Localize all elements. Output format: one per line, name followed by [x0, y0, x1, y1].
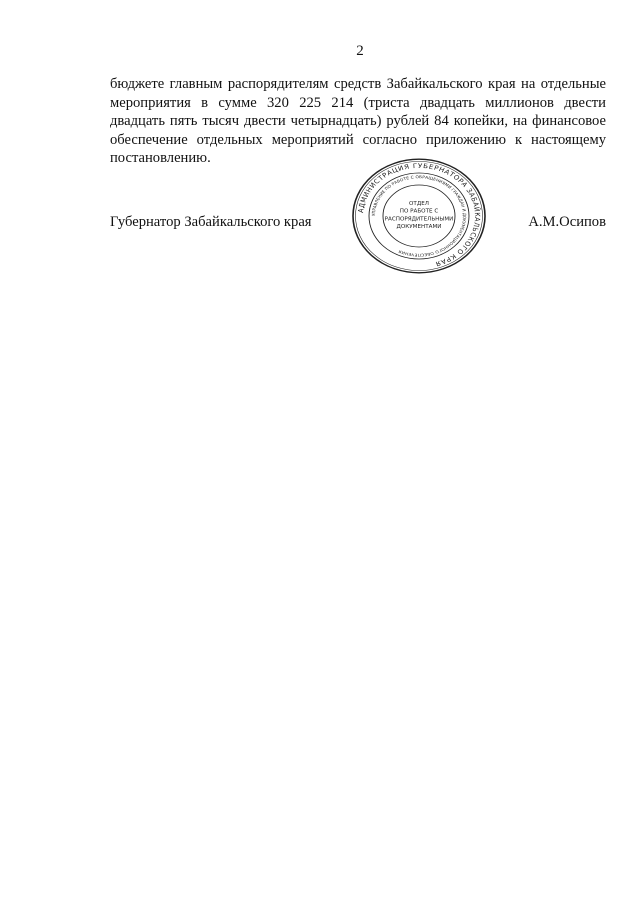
body-line: постановлению. [110, 150, 211, 166]
body-line: двадцать пять тысяч двести четырнадцать) рублей 84 копейки, на финансовое [110, 113, 606, 129]
body-paragraph [110, 75, 606, 168]
seal-middle-text: УПРАВЛЕНИЕ ПО РАБОТЕ С ОБРАЩЕНИЯМИ ГРАЖДАН И ДОКУМЕНТАЦИОННОГО ОБЕСПЕЧЕНИЯ [370, 174, 468, 258]
seal-center-line: ПО РАБОТЕ С [399, 208, 439, 215]
seal-center-line: ДОКУМЕНТАМИ [396, 224, 442, 230]
body-line: мероприятия в сумме 320 225 214 (триста двадцать миллионов двести [110, 94, 606, 111]
signer-name: А.М.Осипов [528, 214, 606, 230]
seal-outer-text: АДМИНИСТРАЦИЯ ГУБЕРНАТОРА ЗАБАЙКАЛЬСКОГО КРАЯ [356, 162, 482, 268]
signer-title: Губернатор Забайкальского края [110, 214, 312, 230]
page-number: 2 [356, 43, 364, 59]
seal-center-line: ОТДЕЛ [409, 201, 429, 207]
signature-block [110, 213, 606, 233]
seal-center-line: РАСПОРЯДИТЕЛЬНЫМИ [384, 216, 454, 223]
body-line: бюджете главным распорядителям средств Забайкальского края на отдельные [110, 76, 606, 92]
body-line: обеспечение отдельных мероприятий согласно приложению к настоящему [110, 131, 606, 148]
